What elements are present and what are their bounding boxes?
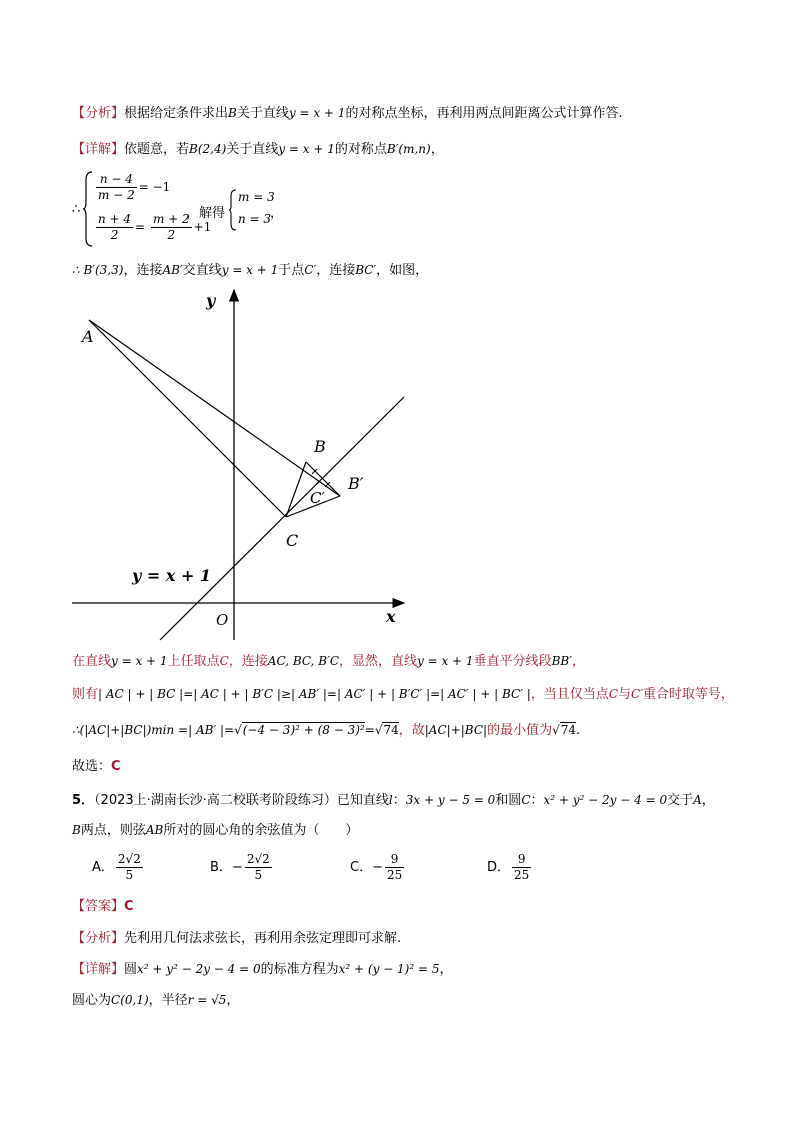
choice-c[interactable]: C．− $\frac{9}{25}$: [350, 852, 403, 882]
choice-b[interactable]: B．− $\frac{2√2}{5}$: [210, 852, 270, 882]
label-origin: O: [216, 611, 229, 629]
analysis-tag: 【分析】: [72, 106, 125, 121]
answer-line-5: 【答案】C: [72, 899, 134, 914]
choice-d[interactable]: D． $\frac{9}{25}$: [487, 852, 530, 882]
label-B: B: [314, 437, 326, 456]
label-B-prime: B′: [348, 474, 364, 493]
equation-system: ∴ $\frac{n - 4}{m - 2}$ = −1 $\frac{n + 4}{2}$ = $\frac{m + 2}{2}$ +1 ，解得 m = 3 n = 3 ，: [72, 170, 412, 250]
detail-line-5: 【详解】圆x² + y² − 2y − 4 = 0的标准方程为x² + (y − 1)² = 5，: [72, 962, 453, 977]
para-3: ∴(|AC|+|BC|)min =| AB′ |=√(−4 − 3)² + (8 − 3)²=√74，故|AC|+|BC|的最小值为√74.: [72, 723, 581, 738]
label-x: x: [386, 607, 396, 626]
right-brace: [228, 188, 238, 232]
para-1: 在直线y = x + 1上任取点C，连接AC, BC, B′C，显然，直线y = x + 1垂直平分线段BB′，: [72, 654, 585, 669]
segment-BC: [286, 462, 306, 517]
analysis-line-5: 【分析】先利用几何法求弦长，再利用余弦定理即可求解.: [72, 931, 402, 946]
choice-a[interactable]: A． $\frac{2√2}{5}$: [92, 852, 141, 882]
geometry-figure: [60, 284, 420, 644]
segment-AC: [89, 320, 286, 517]
label-line: y = x + 1: [132, 566, 212, 585]
question-5-line-1: 5．（2023上·湖南长沙·高二校联考阶段练习）已知直线l：3x + y − 5 = 0和圆C：x² + y² − 2y − 4 = 0交于A，: [72, 793, 715, 808]
detail-tag: 【详解】: [72, 142, 125, 157]
para-2: 则有| AC | + | BC |=| AC | + | B′C |≥| AB′ |=| AC′ | + | B′C′ |=| AC′ | + | BC′ |，当且仅当点C与C′重合时取等号，: [72, 687, 734, 702]
label-y: y: [206, 291, 216, 310]
question-5-line-2: B两点，则弦AB所对的圆心角的余弦值为（ ）: [72, 823, 359, 838]
label-C-prime: C′: [310, 489, 325, 507]
answer-line-1: 故选：C: [72, 759, 121, 774]
detail-line-5b: 圆心为C(0,1)，半径r = √5，: [72, 993, 240, 1008]
analysis-line-1: 【分析】根据给定条件求出B关于直线y = x + 1的对称点坐标，再利用两点间距离公式计算作答.: [72, 106, 623, 121]
label-C: C: [286, 531, 299, 550]
detail-line-1: 【详解】依题意，若B(2,4)关于直线y = x + 1的对称点B′(m,n)，: [72, 142, 444, 157]
left-brace: [82, 170, 94, 248]
segment-AB-prime: [89, 320, 340, 496]
step-line: ∴ B′(3,3)，连接AB′交直线y = x + 1于点C′，连接BC′，如图，: [72, 263, 429, 278]
label-A: A: [82, 327, 94, 346]
